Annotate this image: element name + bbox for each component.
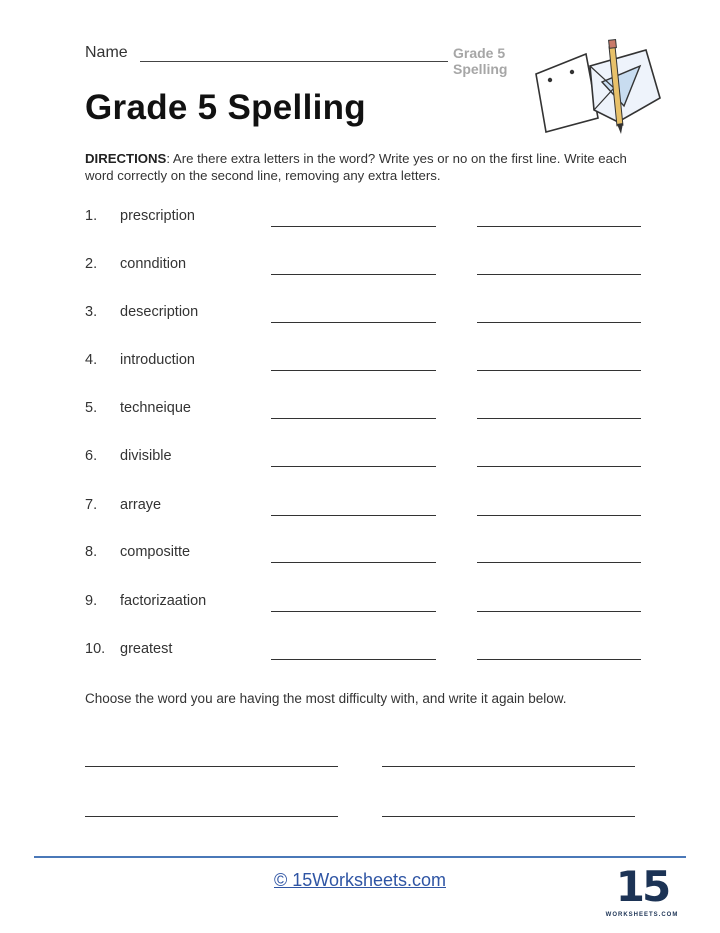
- logo-number: 15: [615, 862, 669, 911]
- item-number: 1.: [85, 208, 98, 224]
- item-word: desecription: [120, 304, 199, 320]
- correct-spelling-line[interactable]: [477, 226, 641, 227]
- list-item: [85, 256, 645, 282]
- yes-no-line[interactable]: [271, 418, 436, 419]
- list-item: [85, 304, 645, 330]
- item-word: conndition: [120, 256, 187, 272]
- list-item: [85, 544, 645, 570]
- yes-no-line[interactable]: [271, 466, 436, 467]
- footer-divider: [34, 856, 686, 858]
- correct-spelling-line[interactable]: [477, 562, 641, 563]
- item-number: 10.: [85, 641, 106, 657]
- item-word: compositte: [120, 544, 191, 560]
- list-item: [85, 208, 645, 234]
- site-logo: [600, 862, 684, 922]
- paper-pencil-icon: [528, 36, 668, 136]
- item-number: 8.: [85, 544, 98, 560]
- item-word: divisible: [120, 448, 172, 464]
- practice-line[interactable]: [382, 766, 635, 767]
- yes-no-line[interactable]: [271, 370, 436, 371]
- item-number: 4.: [85, 352, 98, 368]
- logo-text: WORKSHEETS.COM: [605, 912, 679, 918]
- item-word: techneique: [120, 400, 191, 416]
- footer-copyright-link[interactable]: © 15Worksheets.com: [274, 870, 446, 890]
- directions-label: DIRECTIONS: [85, 151, 167, 166]
- item-number: 9.: [85, 593, 98, 609]
- name-label: Name: [85, 44, 128, 61]
- directions: [85, 150, 645, 184]
- item-number: 3.: [85, 304, 98, 320]
- page-title: Grade 5 Spelling: [85, 88, 366, 127]
- yes-no-line[interactable]: [271, 322, 436, 323]
- list-item: [85, 497, 645, 523]
- item-word: arraye: [120, 497, 162, 513]
- practice-line[interactable]: [85, 766, 338, 767]
- directions-text: : Are there extra letters in the word? Write yes or no on the first line. Write each word correctly on the second line, removing any extra letters.: [85, 151, 627, 183]
- yes-no-line[interactable]: [271, 659, 436, 660]
- yes-no-line[interactable]: [271, 274, 436, 275]
- correct-spelling-line[interactable]: [477, 322, 641, 323]
- yes-no-line[interactable]: [271, 611, 436, 612]
- correct-spelling-line[interactable]: [477, 611, 641, 612]
- yes-no-line[interactable]: [271, 226, 436, 227]
- item-number: 5.: [85, 400, 98, 416]
- correct-spelling-line[interactable]: [477, 515, 641, 516]
- item-word: greatest: [120, 641, 173, 657]
- name-writing-line: [140, 61, 448, 62]
- practice-line[interactable]: [382, 816, 635, 817]
- item-word: introduction: [120, 352, 195, 368]
- correct-spelling-line[interactable]: [477, 370, 641, 371]
- item-word: factorizaation: [120, 593, 207, 609]
- item-word: prescription: [120, 208, 195, 224]
- list-item: [85, 593, 645, 619]
- item-number: 6.: [85, 448, 98, 464]
- name-row: [85, 44, 515, 77]
- practice-line[interactable]: [85, 816, 338, 817]
- header-subtitle: Grade 5 Spelling: [453, 45, 508, 77]
- list-item: [85, 448, 645, 474]
- list-item: [85, 352, 645, 378]
- choose-instruction: Choose the word you are having the most difficulty with, and write it again below.: [85, 691, 567, 706]
- yes-no-line[interactable]: [271, 515, 436, 516]
- item-number: 2.: [85, 256, 98, 272]
- correct-spelling-line[interactable]: [477, 659, 641, 660]
- list-item: [85, 641, 645, 667]
- correct-spelling-line[interactable]: [477, 274, 641, 275]
- correct-spelling-line[interactable]: [477, 466, 641, 467]
- item-number: 7.: [85, 497, 98, 513]
- yes-no-line[interactable]: [271, 562, 436, 563]
- list-item: [85, 400, 645, 426]
- correct-spelling-line[interactable]: [477, 418, 641, 419]
